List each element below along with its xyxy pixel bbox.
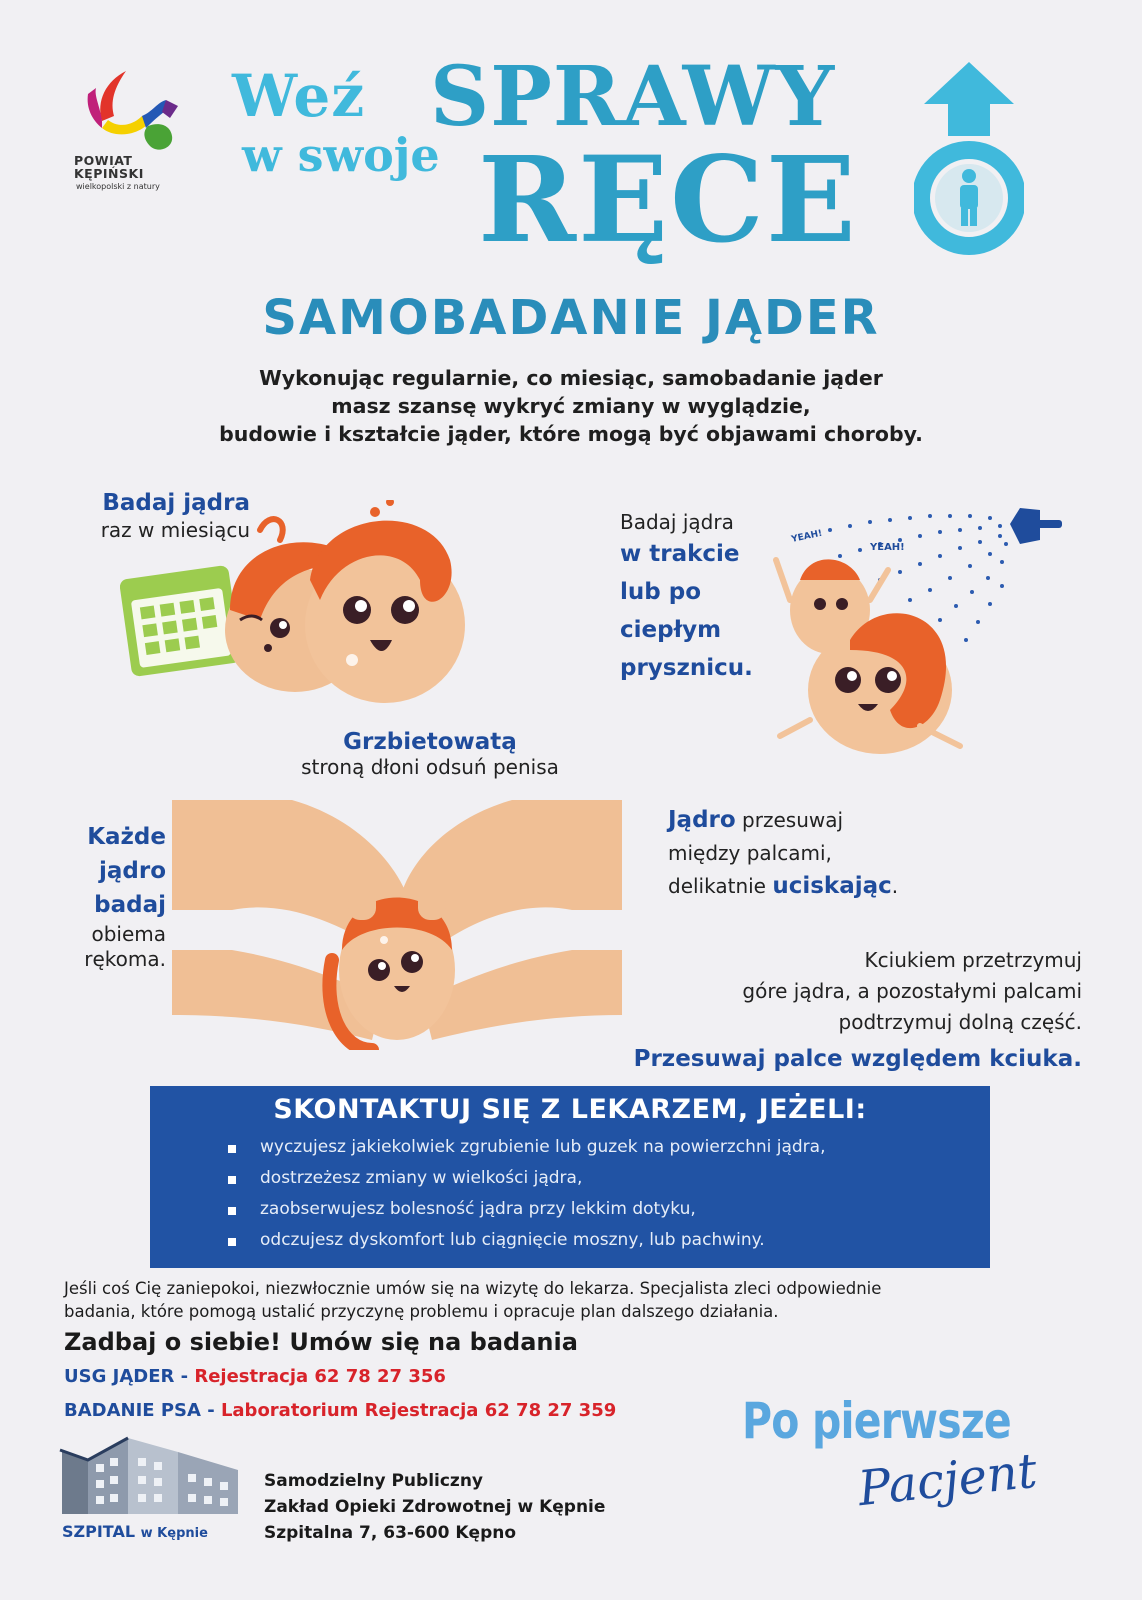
bullet-icon — [228, 1176, 236, 1184]
registration-usg-label: USG JĄDER - — [64, 1366, 195, 1387]
step-monthly-bold: Badaj jądra — [102, 490, 250, 516]
step-fingers-text1: przesuwaj — [742, 808, 844, 832]
slogan-pacjent: Pacjent — [855, 1442, 1040, 1518]
testicles-shower-illustration — [770, 500, 1080, 760]
footer-cta: Zadbaj o siebie! Umów się na badania — [64, 1328, 578, 1356]
hospital-building-icon — [58, 1430, 248, 1520]
bullet-icon — [228, 1207, 236, 1215]
step-move-penis-bold: Grzbietowatą — [343, 729, 517, 755]
step-fingers-text3: delikatnie — [668, 874, 766, 898]
powiat-logo-graphic — [66, 66, 186, 156]
headline-w-swoje: w swoje — [242, 128, 440, 182]
step-fingers-text2: między palcami, — [668, 841, 832, 865]
step-thumb — [600, 945, 1082, 1075]
step-shower — [620, 510, 790, 687]
shower-head-icon — [1010, 508, 1062, 544]
step-both-hands — [54, 820, 166, 972]
contact-item-text: odczujesz dyskomfort lub ciągnięcie moszny, lub pachwiny. — [260, 1230, 765, 1250]
list-item — [228, 1194, 990, 1225]
step-both-hands-bold1: Każde — [87, 824, 166, 850]
step-both-hands-text2: rękoma. — [84, 947, 166, 971]
list-item — [228, 1132, 990, 1163]
male-symbol-icon — [914, 58, 1024, 258]
registration-psa — [64, 1400, 616, 1421]
intro-line1: Wykonując regularnie, co miesiąc, samobadanie jąder — [259, 366, 883, 390]
intro-line2: masz szansę wykryć zmiany w wyglądzie, — [331, 394, 811, 418]
yeah-label-2: YEAH! — [870, 542, 905, 553]
step-shower-bold1: w trakcie — [620, 541, 740, 567]
calendar-icon — [120, 565, 241, 677]
hospital-address — [264, 1468, 605, 1546]
step-fingers-bold: Jądro — [668, 807, 736, 833]
slogan-po-pierwsze: Po pierwsze — [742, 1392, 1011, 1450]
yeah-label-1: YEAH! — [790, 528, 824, 545]
step-thumb-text3: podtrzymuj dolną część. — [838, 1010, 1082, 1034]
step-fingers-bold2: uciskając — [772, 873, 892, 899]
bullet-icon — [228, 1238, 236, 1246]
contact-doctor-box — [150, 1086, 990, 1268]
list-item — [228, 1163, 990, 1194]
registration-usg — [64, 1366, 446, 1387]
address-line3: Szpitalna 7, 63-600 Kępno — [264, 1523, 517, 1543]
logo-tagline: wielkopolski z natury — [76, 182, 160, 191]
intro-line3: budowie i kształcie jąder, które mogą być objawami choroby. — [219, 422, 923, 446]
testicles-calendar-illustration — [120, 500, 490, 710]
registration-psa-phone: Laboratorium Rejestracja 62 78 27 359 — [220, 1400, 617, 1421]
contact-list — [150, 1132, 990, 1256]
footer-paragraph — [64, 1277, 1084, 1323]
footer-paragraph-line2: badania, które pomogą ustalić przyczynę problemu i opracuje plan dalszego działania. — [64, 1302, 779, 1321]
intro-text — [0, 364, 1142, 448]
registration-usg-phone: Rejestracja 62 78 27 356 — [194, 1366, 446, 1387]
step-move-penis-text: stroną dłoni odsuń penisa — [301, 755, 559, 779]
step-between-fingers — [668, 804, 968, 903]
hospital-logo-text: SZPITAL — [62, 1522, 136, 1541]
footer-paragraph-line1: Jeśli coś Cię zaniepokoi, niezwłocznie umów się na wizytę do lekarza. Specjalista zleci odpowiednie — [64, 1279, 882, 1298]
step-fingers-dot: . — [891, 874, 899, 898]
step-both-hands-text1: obiema — [91, 922, 166, 946]
bullet-icon — [228, 1145, 236, 1153]
contact-item-text: wyczujesz jakiekolwiek zgrubienie lub guzek na powierzchni jądra, — [260, 1137, 826, 1157]
step-monthly-text: raz w miesiącu — [100, 518, 250, 542]
list-item — [228, 1225, 990, 1256]
hands-examination-illustration — [172, 800, 622, 1050]
page-title: SAMOBADANIE JĄDER — [262, 290, 880, 346]
hospital-logo-small: w Kępnie — [140, 1526, 208, 1541]
step-shower-bold3: ciepłym — [620, 617, 722, 643]
step-thumb-bold: Przesuwaj palce względem kciuka. — [633, 1046, 1082, 1072]
step-shower-bold4: prysznicu. — [620, 655, 753, 681]
powiat-logo — [66, 66, 186, 206]
step-shower-text: Badaj jądra — [620, 510, 734, 534]
address-line2: Zakład Opieki Zdrowotnej w Kępnie — [264, 1497, 606, 1517]
contact-title: SKONTAKTUJ SIĘ Z LEKARZEM, JEŻELI: — [273, 1094, 867, 1125]
step-move-penis — [250, 730, 610, 780]
step-thumb-text1: Kciukiem przetrzymuj — [864, 948, 1082, 972]
contact-item-text: dostrzeżesz zmiany w wielkości jądra, — [260, 1168, 583, 1188]
logo-line1: POWIAT — [74, 153, 133, 168]
headline-rece: RĘCE — [478, 130, 858, 269]
step-both-hands-bold3: badaj — [94, 892, 166, 918]
step-thumb-text2: góre jądra, a pozostałymi palcami — [742, 979, 1082, 1003]
headline-wez: Weź — [232, 62, 366, 130]
step-both-hands-bold2: jądro — [98, 858, 166, 884]
address-line1: Samodzielny Publiczny — [264, 1471, 483, 1491]
contact-item-text: zaobserwujesz bolesność jądra przy lekkim dotyku, — [260, 1199, 696, 1219]
registration-psa-label: BADANIE PSA - — [64, 1400, 221, 1421]
step-shower-bold2: lub po — [620, 579, 701, 605]
logo-line2: KĘPIŃSKI — [74, 166, 144, 181]
headline-sprawy: SPRAWY — [430, 49, 836, 145]
hospital-logo — [58, 1430, 248, 1542]
